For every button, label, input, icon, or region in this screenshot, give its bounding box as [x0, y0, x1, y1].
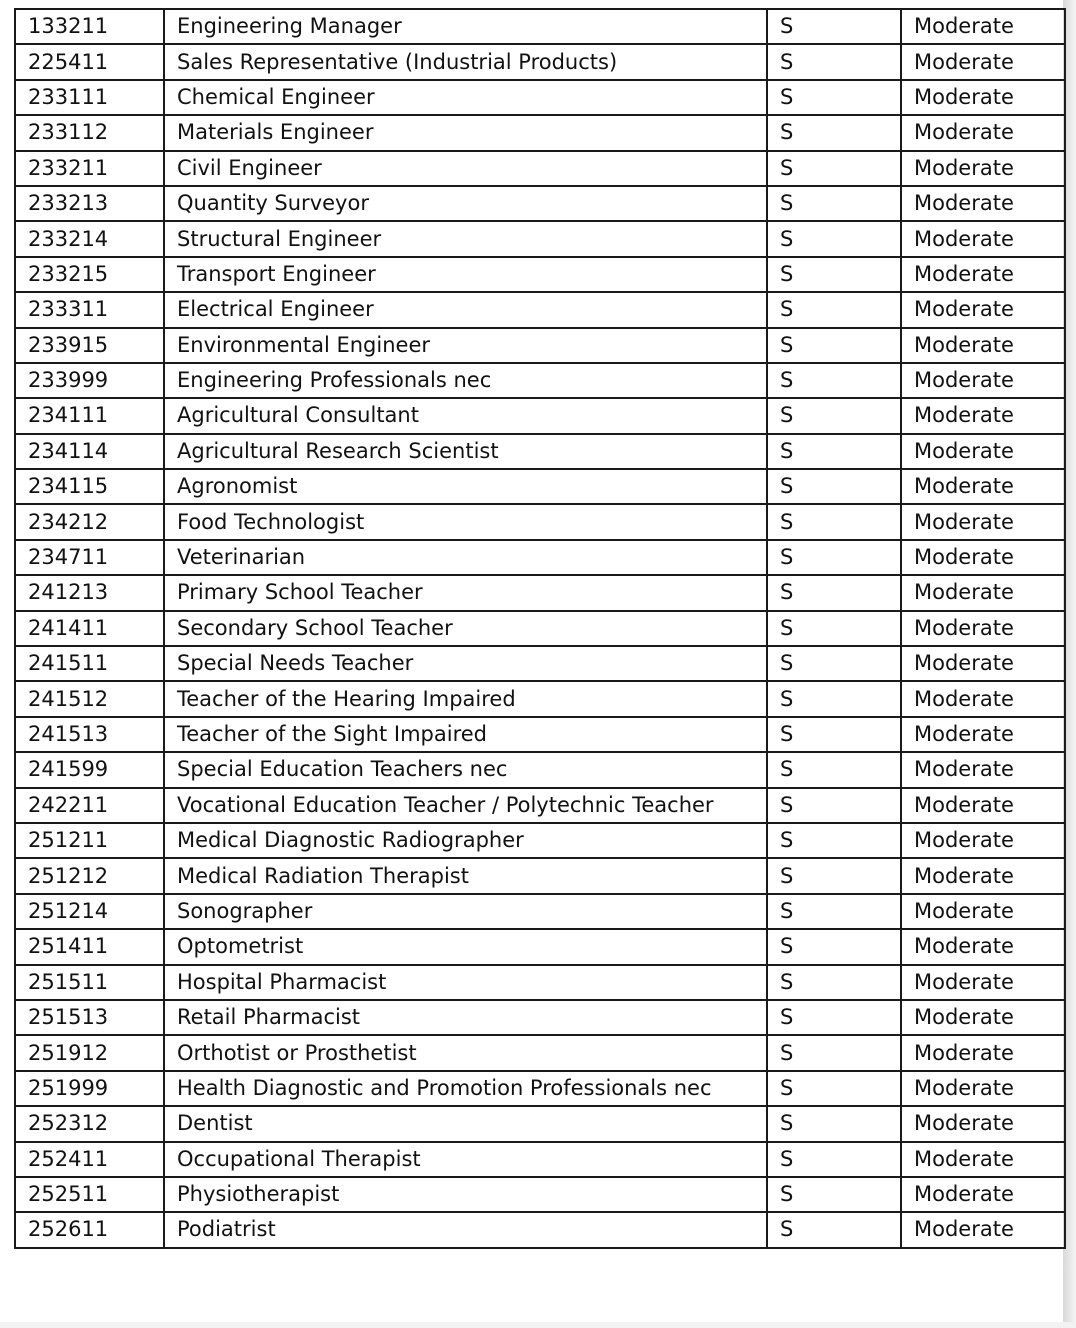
occupation-title-cell: Sonographer [164, 894, 767, 929]
occupation-code-cell: 133211 [15, 9, 164, 44]
occupation-level-cell: Moderate [901, 1071, 1065, 1106]
occupation-level-cell: Moderate [901, 929, 1065, 964]
occupation-level-cell: Moderate [901, 44, 1065, 79]
table-row [15, 44, 1065, 79]
occupation-flag-cell: S [767, 858, 901, 893]
occupation-code-cell: 251211 [15, 823, 164, 858]
occupation-title-cell: Engineering Manager [164, 9, 767, 44]
table-row [15, 186, 1065, 221]
occupation-level-cell: Moderate [901, 469, 1065, 504]
occupation-title-cell: Agronomist [164, 469, 767, 504]
occupation-title-cell: Podiatrist [164, 1212, 767, 1247]
occupation-title-cell: Environmental Engineer [164, 328, 767, 363]
occupation-level-cell: Moderate [901, 292, 1065, 327]
occupation-title-cell: Orthotist or Prosthetist [164, 1035, 767, 1070]
occupation-code-cell: 233311 [15, 292, 164, 327]
occupation-code-cell: 234111 [15, 398, 164, 433]
occupation-level-cell: Moderate [901, 681, 1065, 716]
occupation-code-cell: 252312 [15, 1106, 164, 1141]
occupation-level-cell: Moderate [901, 115, 1065, 150]
table-row [15, 1000, 1065, 1035]
occupation-level-cell: Moderate [901, 328, 1065, 363]
table-row [15, 469, 1065, 504]
occupation-code-cell: 225411 [15, 44, 164, 79]
table-row [15, 1177, 1065, 1212]
occupation-title-cell: Teacher of the Hearing Impaired [164, 681, 767, 716]
occupation-flag-cell: S [767, 540, 901, 575]
occupation-flag-cell: S [767, 1035, 901, 1070]
occupation-code-cell: 241511 [15, 646, 164, 681]
occupation-level-cell: Moderate [901, 1035, 1065, 1070]
occupation-level-cell: Moderate [901, 1000, 1065, 1035]
occupation-title-cell: Primary School Teacher [164, 575, 767, 610]
occupation-flag-cell: S [767, 328, 901, 363]
occupation-level-cell: Moderate [901, 9, 1065, 44]
occupation-level-cell: Moderate [901, 965, 1065, 1000]
occupation-level-cell: Moderate [901, 504, 1065, 539]
occupation-flag-cell: S [767, 1000, 901, 1035]
occupation-level-cell: Moderate [901, 894, 1065, 929]
occupation-code-cell: 251912 [15, 1035, 164, 1070]
occupation-title-cell: Materials Engineer [164, 115, 767, 150]
table-row [15, 929, 1065, 964]
table-row [15, 1035, 1065, 1070]
occupation-title-cell: Quantity Surveyor [164, 186, 767, 221]
occupation-title-cell: Food Technologist [164, 504, 767, 539]
occupation-code-cell: 252611 [15, 1212, 164, 1247]
occupation-flag-cell: S [767, 1142, 901, 1177]
table-row [15, 9, 1065, 44]
occupation-flag-cell: S [767, 823, 901, 858]
occupation-flag-cell: S [767, 9, 901, 44]
table-row [15, 292, 1065, 327]
occupation-level-cell: Moderate [901, 540, 1065, 575]
table-row [15, 540, 1065, 575]
table-row [15, 1212, 1065, 1247]
table-row [15, 717, 1065, 752]
table-row [15, 611, 1065, 646]
occupation-flag-cell: S [767, 929, 901, 964]
occupation-flag-cell: S [767, 469, 901, 504]
occupation-flag-cell: S [767, 363, 901, 398]
occupation-code-cell: 241213 [15, 575, 164, 610]
occupation-flag-cell: S [767, 504, 901, 539]
occupation-code-cell: 241512 [15, 681, 164, 716]
occupation-code-cell: 251513 [15, 1000, 164, 1035]
occupation-title-cell: Dentist [164, 1106, 767, 1141]
occupation-code-cell: 242211 [15, 788, 164, 823]
occupation-level-cell: Moderate [901, 611, 1065, 646]
occupation-flag-cell: S [767, 611, 901, 646]
occupation-title-cell: Secondary School Teacher [164, 611, 767, 646]
occupation-title-cell: Chemical Engineer [164, 80, 767, 115]
occupation-code-cell: 233999 [15, 363, 164, 398]
occupation-code-cell: 234212 [15, 504, 164, 539]
occupation-table [14, 8, 1066, 1249]
occupation-level-cell: Moderate [901, 646, 1065, 681]
occupation-level-cell: Moderate [901, 575, 1065, 610]
occupation-flag-cell: S [767, 44, 901, 79]
occupation-flag-cell: S [767, 221, 901, 256]
occupation-level-cell: Moderate [901, 1177, 1065, 1212]
occupation-flag-cell: S [767, 1177, 901, 1212]
table-row [15, 151, 1065, 186]
table-row [15, 328, 1065, 363]
table-row [15, 80, 1065, 115]
occupation-code-cell: 233111 [15, 80, 164, 115]
occupation-title-cell: Medical Radiation Therapist [164, 858, 767, 893]
occupation-title-cell: Sales Representative (Industrial Products) [164, 44, 767, 79]
occupation-flag-cell: S [767, 257, 901, 292]
occupation-code-cell: 251999 [15, 1071, 164, 1106]
occupation-flag-cell: S [767, 681, 901, 716]
occupation-flag-cell: S [767, 646, 901, 681]
occupation-level-cell: Moderate [901, 80, 1065, 115]
occupation-title-cell: Health Diagnostic and Promotion Professionals nec [164, 1071, 767, 1106]
occupation-flag-cell: S [767, 965, 901, 1000]
occupation-level-cell: Moderate [901, 221, 1065, 256]
occupation-flag-cell: S [767, 575, 901, 610]
occupation-flag-cell: S [767, 1106, 901, 1141]
table-row [15, 221, 1065, 256]
occupation-title-cell: Engineering Professionals nec [164, 363, 767, 398]
occupation-flag-cell: S [767, 752, 901, 787]
occupation-title-cell: Special Needs Teacher [164, 646, 767, 681]
occupation-level-cell: Moderate [901, 434, 1065, 469]
occupation-title-cell: Vocational Education Teacher / Polytechnic Teacher [164, 788, 767, 823]
occupation-level-cell: Moderate [901, 1142, 1065, 1177]
occupation-title-cell: Civil Engineer [164, 151, 767, 186]
occupation-flag-cell: S [767, 186, 901, 221]
occupation-level-cell: Moderate [901, 823, 1065, 858]
occupation-title-cell: Optometrist [164, 929, 767, 964]
table-row [15, 646, 1065, 681]
occupation-title-cell: Retail Pharmacist [164, 1000, 767, 1035]
occupation-level-cell: Moderate [901, 363, 1065, 398]
table-row [15, 681, 1065, 716]
occupation-table-body [15, 9, 1065, 1248]
table-row [15, 1142, 1065, 1177]
occupation-flag-cell: S [767, 292, 901, 327]
occupation-title-cell: Agricultural Research Scientist [164, 434, 767, 469]
occupation-flag-cell: S [767, 151, 901, 186]
occupation-flag-cell: S [767, 398, 901, 433]
occupation-code-cell: 251511 [15, 965, 164, 1000]
occupation-level-cell: Moderate [901, 788, 1065, 823]
occupation-code-cell: 234115 [15, 469, 164, 504]
occupation-level-cell: Moderate [901, 858, 1065, 893]
occupation-level-cell: Moderate [901, 151, 1065, 186]
occupation-title-cell: Special Education Teachers nec [164, 752, 767, 787]
occupation-level-cell: Moderate [901, 257, 1065, 292]
occupation-title-cell: Electrical Engineer [164, 292, 767, 327]
occupation-flag-cell: S [767, 717, 901, 752]
occupation-code-cell: 233112 [15, 115, 164, 150]
occupation-title-cell: Structural Engineer [164, 221, 767, 256]
page-bottom-edge [0, 1322, 1076, 1328]
table-row [15, 363, 1065, 398]
table-row [15, 965, 1065, 1000]
occupation-title-cell: Teacher of the Sight Impaired [164, 717, 767, 752]
occupation-level-cell: Moderate [901, 717, 1065, 752]
occupation-title-cell: Medical Diagnostic Radiographer [164, 823, 767, 858]
occupation-code-cell: 251212 [15, 858, 164, 893]
occupation-level-cell: Moderate [901, 398, 1065, 433]
occupation-code-cell: 252511 [15, 1177, 164, 1212]
table-row [15, 788, 1065, 823]
occupation-code-cell: 233214 [15, 221, 164, 256]
occupation-flag-cell: S [767, 788, 901, 823]
table-row [15, 752, 1065, 787]
occupation-title-cell: Veterinarian [164, 540, 767, 575]
table-row [15, 434, 1065, 469]
occupation-code-cell: 251411 [15, 929, 164, 964]
table-row [15, 115, 1065, 150]
occupation-title-cell: Agricultural Consultant [164, 398, 767, 433]
occupation-code-cell: 234711 [15, 540, 164, 575]
occupation-code-cell: 252411 [15, 1142, 164, 1177]
occupation-level-cell: Moderate [901, 186, 1065, 221]
table-row [15, 504, 1065, 539]
occupation-level-cell: Moderate [901, 1212, 1065, 1247]
table-row [15, 257, 1065, 292]
occupation-code-cell: 233915 [15, 328, 164, 363]
occupation-code-cell: 251214 [15, 894, 164, 929]
occupation-title-cell: Physiotherapist [164, 1177, 767, 1212]
occupation-title-cell: Transport Engineer [164, 257, 767, 292]
occupation-flag-cell: S [767, 434, 901, 469]
table-row [15, 575, 1065, 610]
occupation-flag-cell: S [767, 80, 901, 115]
occupation-level-cell: Moderate [901, 752, 1065, 787]
occupation-flag-cell: S [767, 115, 901, 150]
occupation-flag-cell: S [767, 894, 901, 929]
table-row [15, 1106, 1065, 1141]
table-row [15, 823, 1065, 858]
occupation-code-cell: 241599 [15, 752, 164, 787]
table-row [15, 894, 1065, 929]
table-row [15, 1071, 1065, 1106]
table-row [15, 858, 1065, 893]
occupation-code-cell: 233211 [15, 151, 164, 186]
occupation-title-cell: Hospital Pharmacist [164, 965, 767, 1000]
occupation-title-cell: Occupational Therapist [164, 1142, 767, 1177]
table-row [15, 398, 1065, 433]
occupation-code-cell: 233215 [15, 257, 164, 292]
occupation-code-cell: 241513 [15, 717, 164, 752]
occupation-code-cell: 241411 [15, 611, 164, 646]
occupation-flag-cell: S [767, 1071, 901, 1106]
occupation-code-cell: 234114 [15, 434, 164, 469]
occupation-flag-cell: S [767, 1212, 901, 1247]
occupation-level-cell: Moderate [901, 1106, 1065, 1141]
occupation-code-cell: 233213 [15, 186, 164, 221]
